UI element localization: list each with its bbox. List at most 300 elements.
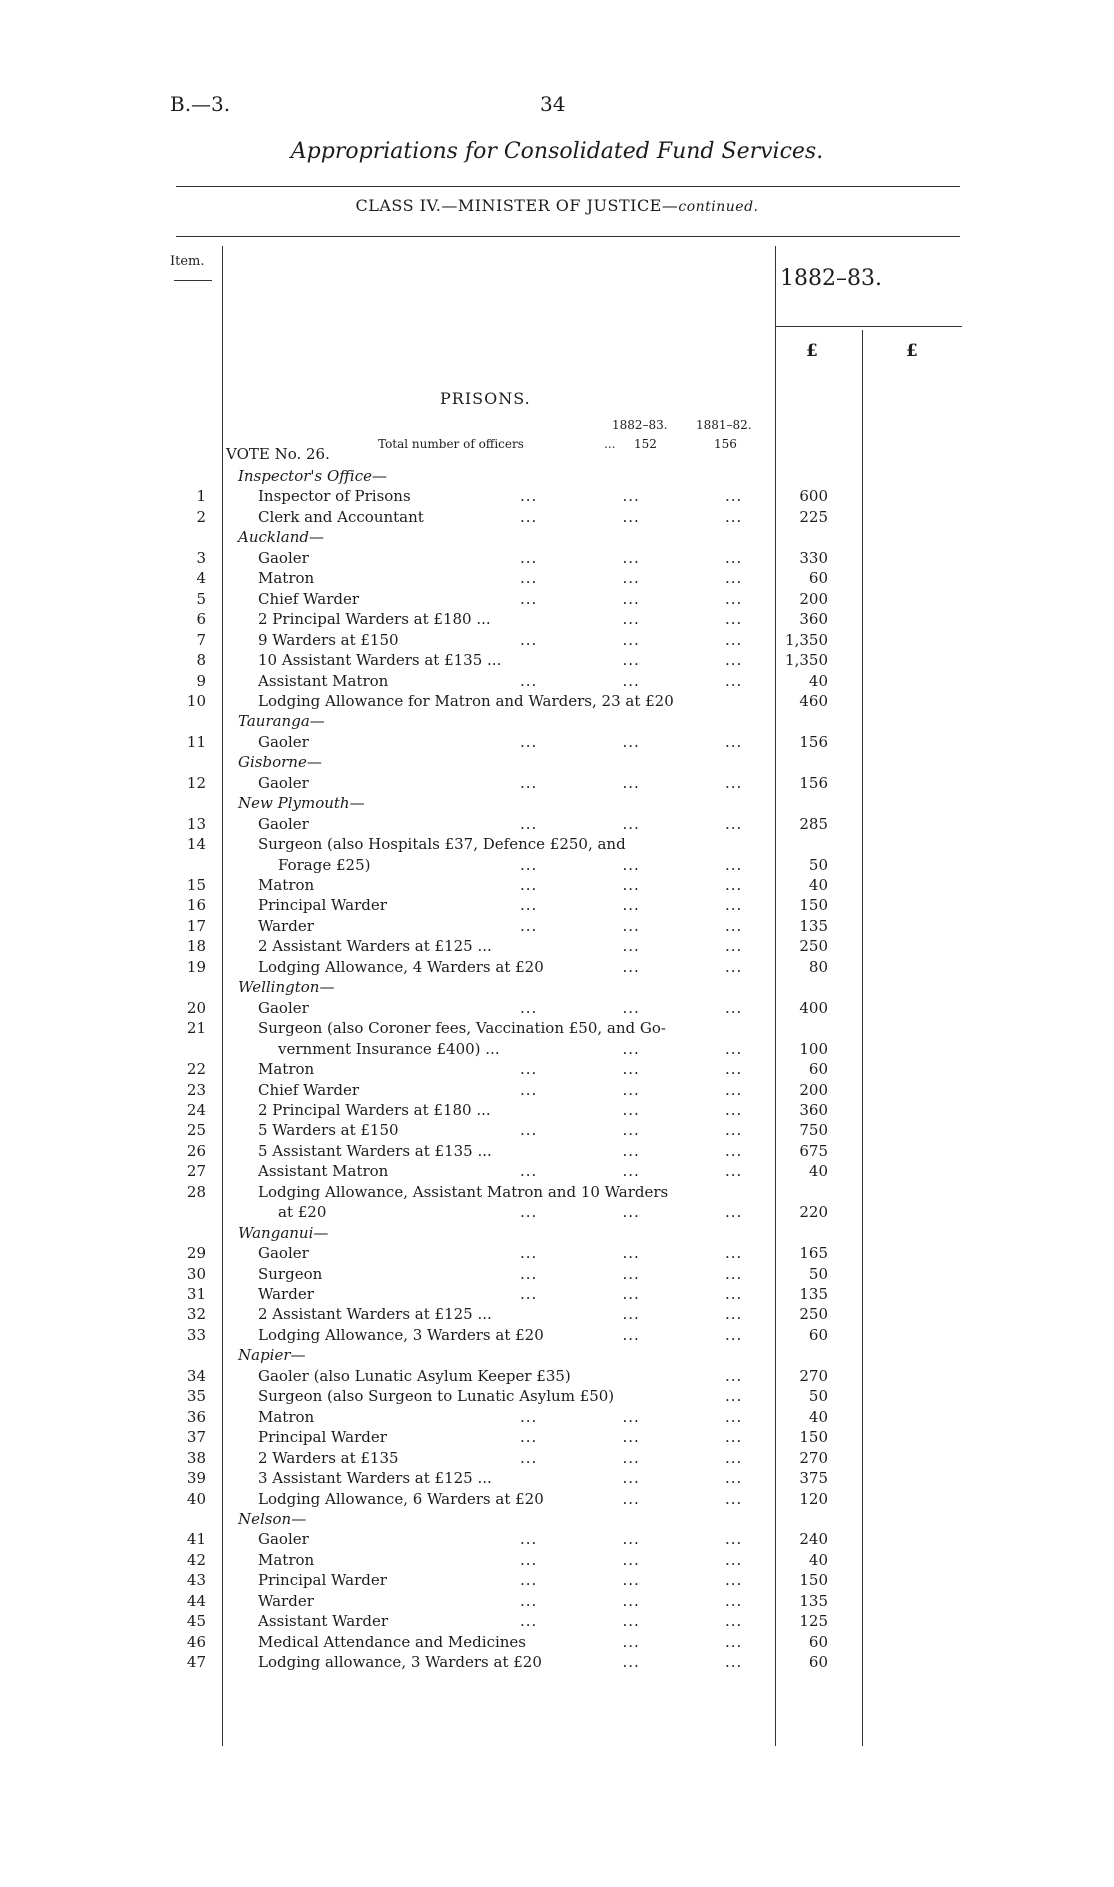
leader-dot-group: ...: [725, 1448, 743, 1467]
amount-value: 250: [799, 1305, 828, 1324]
leader-dot-group: ...: [622, 569, 640, 588]
station-heading: [0, 466, 1114, 486]
amount-value: 125: [799, 1612, 828, 1631]
leader-dot-group: ...: [725, 1264, 743, 1283]
item-number: 7: [196, 630, 206, 649]
leader-dot-group: ...: [725, 1550, 743, 1569]
leader-dots: [520, 875, 745, 895]
table-row: [0, 916, 1114, 936]
leader-dots: [520, 1243, 745, 1263]
table-row: [0, 834, 1114, 854]
item-description: Surgeon (also Surgeon to Lunatic Asylum £50): [258, 1387, 615, 1406]
table-row: [0, 589, 1114, 609]
leader-dots: [520, 1632, 745, 1652]
leader-dot-group: [520, 609, 540, 629]
year-header-rule: [776, 326, 962, 327]
leader-dot-group: ...: [622, 1305, 640, 1324]
leader-dot-group: ...: [622, 1428, 640, 1447]
table-row: [0, 1366, 1114, 1386]
item-description: 10 Assistant Warders at £135 ...: [258, 651, 502, 670]
leader-dot-group: [520, 1304, 540, 1324]
leader-dots: [520, 1039, 745, 1059]
amount-value: 270: [799, 1366, 828, 1385]
station-heading: [0, 1223, 1114, 1243]
leader-dot-group: ...: [520, 998, 538, 1017]
leader-dot-group: ...: [725, 1203, 743, 1222]
leader-dots: [520, 1489, 745, 1509]
leader-dots: [520, 486, 745, 506]
leader-dot-group: ...: [520, 589, 538, 608]
table-row: [0, 1080, 1114, 1100]
leader-dot-group: ...: [725, 1039, 743, 1058]
amount-value: 460: [799, 691, 828, 710]
item-number: 8: [196, 651, 206, 670]
item-description: Assistant Warder: [258, 1612, 389, 1631]
item-description: Gaoler: [258, 814, 309, 833]
leader-dot-group: ...: [725, 671, 743, 690]
leader-dot-group: ...: [622, 1080, 640, 1099]
item-description: vernment Insurance £400) ...: [278, 1039, 500, 1058]
amount-value: 120: [799, 1489, 828, 1508]
class-title: [0, 196, 1114, 215]
leader-dot-group: ...: [725, 1141, 743, 1160]
amount-value: 400: [799, 998, 828, 1017]
item-description: Medical Attendance and Medicines: [258, 1632, 527, 1651]
leader-dot-group: ...: [622, 937, 640, 956]
item-description: at £20: [278, 1203, 327, 1222]
leader-dot-group: ...: [725, 651, 743, 670]
table-row: [0, 1591, 1114, 1611]
leader-dot-group: ...: [725, 814, 743, 833]
amount-value: 156: [799, 773, 828, 792]
station-name: Nelson—: [238, 1509, 307, 1528]
amount-value: 40: [808, 671, 828, 690]
leader-dot-group: [623, 1386, 643, 1406]
leader-dot-group: ...: [622, 1571, 640, 1590]
leader-dot-group: ...: [622, 1162, 640, 1181]
table-row: [0, 957, 1114, 977]
leader-dot-group: ...: [622, 1489, 640, 1508]
leader-dot-group: ...: [725, 589, 743, 608]
leader-dots: [520, 936, 745, 956]
item-number: 17: [186, 916, 206, 935]
amount-value: 330: [799, 548, 828, 567]
station-name: New Plymouth—: [238, 794, 365, 813]
amount-value: 270: [799, 1448, 828, 1467]
table-row: [0, 1611, 1114, 1631]
amount-value: 200: [799, 589, 828, 608]
station-heading: [0, 1345, 1114, 1365]
table-row: [0, 1284, 1114, 1304]
station-name: Wanganui—: [238, 1223, 329, 1242]
amount-value: 50: [808, 1387, 828, 1406]
leader-dot-group: ...: [725, 1469, 743, 1488]
leader-dot-group: ...: [725, 1162, 743, 1181]
item-description: 2 Assistant Warders at £125 ...: [258, 937, 492, 956]
table-row: [0, 691, 1114, 711]
table-row: [0, 1325, 1114, 1345]
item-number: 44: [186, 1591, 206, 1610]
item-description: Lodging Allowance, Assistant Matron and 10 Warders: [258, 1182, 669, 1201]
table-row: [0, 1018, 1114, 1038]
item-description: Principal Warder: [258, 1428, 387, 1447]
leader-dots: [520, 1059, 745, 1079]
item-number: 20: [186, 998, 206, 1017]
leader-dots: [520, 650, 745, 670]
officers-year-2: 1881–82.: [696, 418, 752, 432]
amount-value: 220: [799, 1203, 828, 1222]
leader-dot-group: ...: [725, 1612, 743, 1631]
leader-dots: [520, 1100, 745, 1120]
item-number: 6: [196, 610, 206, 629]
item-number: 45: [186, 1612, 206, 1631]
table-row: [0, 1039, 1114, 1059]
leader-dot-group: ...: [520, 1060, 538, 1079]
item-description: Lodging allowance, 3 Warders at £20: [258, 1653, 542, 1672]
amount-value: 150: [799, 1571, 828, 1590]
leader-dot-group: ...: [725, 1244, 743, 1263]
leader-dot-group: ...: [725, 1366, 743, 1385]
class-title-text: CLASS IV.—MINISTER OF JUSTICE—: [355, 196, 679, 215]
item-number: 15: [186, 876, 206, 894]
item-description: Clerk and Accountant: [258, 507, 424, 526]
item-number: 26: [186, 1141, 206, 1160]
leader-dot-group: ...: [622, 671, 640, 690]
heading-rule: [176, 186, 960, 187]
item-description: Gaoler: [258, 548, 309, 567]
leader-dot-group: ...: [622, 732, 640, 751]
amount-value: 675: [799, 1141, 828, 1160]
station-heading: [0, 1509, 1114, 1529]
leader-dots: [520, 916, 745, 936]
leader-dot-group: ...: [622, 1039, 640, 1058]
table-row: [0, 1264, 1114, 1284]
table-row: [0, 1182, 1114, 1202]
amount-value: 360: [799, 610, 828, 629]
leader-dot-group: ...: [725, 876, 743, 894]
item-description: Warder: [258, 1285, 314, 1303]
leader-dot-group: ...: [520, 630, 538, 649]
officers-count-1: 152: [634, 437, 657, 451]
leader-dots: [520, 1141, 745, 1161]
leader-dot-group: ...: [520, 876, 538, 894]
amount-value: 50: [808, 1264, 828, 1283]
amount-value: 80: [808, 957, 828, 976]
amount-value: 750: [799, 1121, 828, 1140]
leader-dots: [520, 1386, 745, 1406]
item-number: 5: [196, 589, 206, 608]
leader-dot-group: ...: [622, 1591, 640, 1610]
item-header-underline: [174, 280, 212, 281]
table-top-rule: [176, 236, 960, 237]
leader-dot-group: ...: [725, 1428, 743, 1447]
item-number: 10: [186, 691, 206, 710]
leader-dot-group: ...: [622, 1632, 640, 1651]
leader-dots: [520, 1550, 745, 1570]
amount-value: 200: [799, 1080, 828, 1099]
leader-dots: [520, 1325, 745, 1345]
leader-dot-group: ...: [725, 1325, 743, 1344]
leader-dot-group: [520, 1366, 540, 1386]
table-row: [0, 671, 1114, 691]
amount-value: 1,350: [785, 651, 828, 670]
leader-dots: [520, 548, 745, 568]
leader-dot-group: ...: [622, 876, 640, 894]
table-row: [0, 1386, 1114, 1406]
item-description: 2 Assistant Warders at £125 ...: [258, 1305, 492, 1324]
amount-value: 150: [799, 896, 828, 915]
item-number: 12: [186, 773, 206, 792]
leader-dot-group: ...: [622, 589, 640, 608]
leader-dot-group: ...: [622, 814, 640, 833]
item-description: Surgeon: [258, 1264, 323, 1283]
table-row: [0, 486, 1114, 506]
leader-dot-group: ...: [520, 1550, 538, 1569]
leader-dot-group: ...: [725, 548, 743, 567]
item-number: 46: [186, 1632, 206, 1651]
pound-symbol-2: £: [906, 341, 918, 361]
table-row: [0, 1100, 1114, 1120]
item-column-header: Item.: [170, 254, 205, 269]
station-heading: [0, 752, 1114, 772]
leader-dot-group: ...: [725, 1080, 743, 1099]
leader-dot-group: ...: [520, 1448, 538, 1467]
leader-dot-group: ...: [622, 651, 640, 670]
item-number: 25: [186, 1121, 206, 1140]
leader-dots: [520, 1591, 745, 1611]
leader-dot-group: [520, 650, 540, 670]
leader-dot-group: ...: [520, 1591, 538, 1610]
leader-dot-group: ...: [622, 773, 640, 792]
item-number: 34: [186, 1366, 206, 1385]
item-description: 5 Assistant Warders at £135 ...: [258, 1141, 492, 1160]
leader-dot-group: ...: [622, 1060, 640, 1079]
table-row: [0, 1059, 1114, 1079]
leader-dot-group: ...: [520, 1203, 538, 1222]
leader-dot-group: [520, 1632, 540, 1652]
table-row: [0, 1529, 1114, 1549]
leader-dot-group: ...: [622, 1141, 640, 1160]
amount-value: 60: [808, 1060, 828, 1079]
item-number: 1: [196, 487, 206, 506]
leader-dots: [520, 568, 745, 588]
pound-symbol-1: £: [806, 341, 818, 361]
leader-dot-group: ...: [520, 671, 538, 690]
leader-dot-group: ...: [622, 957, 640, 976]
station-name: Wellington—: [238, 978, 335, 997]
leader-dot-group: ...: [725, 1305, 743, 1324]
item-number: 2: [196, 507, 206, 526]
leader-dot-group: [623, 1366, 643, 1386]
table-row: [0, 998, 1114, 1018]
item-description: Lodging Allowance, 3 Warders at £20: [258, 1325, 544, 1344]
item-number: 14: [186, 835, 206, 854]
item-number: 13: [186, 814, 206, 833]
leader-dot-group: ...: [725, 896, 743, 915]
item-description: Gaoler: [258, 732, 309, 751]
leader-dot-group: ...: [520, 1571, 538, 1590]
leader-dot-group: ...: [725, 916, 743, 935]
item-description: Assistant Matron: [258, 1162, 389, 1181]
leader-dot-group: ...: [725, 487, 743, 506]
leader-dots: [520, 814, 745, 834]
leader-dot-group: ...: [622, 1264, 640, 1283]
leader-dot-group: ...: [520, 1080, 538, 1099]
station-heading: [0, 977, 1114, 997]
table-row: [0, 1407, 1114, 1427]
leader-dot-group: [520, 1039, 540, 1059]
officers-label: Total number of officers: [378, 437, 524, 451]
officers-dots: ...: [604, 437, 616, 451]
leader-dots: [520, 671, 745, 691]
table-row: [0, 1570, 1114, 1590]
amount-value: 165: [799, 1244, 828, 1263]
amount-value: 135: [799, 1285, 828, 1303]
leader-dot-group: ...: [725, 610, 743, 629]
leader-dot-group: ...: [622, 1530, 640, 1549]
item-number: 40: [186, 1489, 206, 1508]
item-description: Surgeon (also Coroner fees, Vaccination £50, and Go-: [258, 1019, 666, 1038]
leader-dot-group: ...: [520, 1264, 538, 1283]
leader-dot-group: ...: [725, 998, 743, 1017]
table-row: [0, 650, 1114, 670]
leader-dot-group: ...: [622, 1203, 640, 1222]
table-row: [0, 1427, 1114, 1447]
item-number: 11: [186, 732, 206, 751]
item-description: 3 Assistant Warders at £125 ...: [258, 1469, 492, 1488]
leader-dot-group: ...: [520, 855, 538, 874]
leader-dots: [520, 1468, 745, 1488]
table-row: [0, 1550, 1114, 1570]
leader-dot-group: ...: [520, 1428, 538, 1447]
leader-dots: [520, 1611, 745, 1631]
amount-value: 60: [808, 1653, 828, 1672]
item-number: 42: [186, 1550, 206, 1569]
leader-dot-group: ...: [520, 1612, 538, 1631]
leader-dot-group: ...: [622, 1407, 640, 1426]
table-row: [0, 1141, 1114, 1161]
table-row: [0, 568, 1114, 588]
leader-dot-group: ...: [725, 1407, 743, 1426]
leader-dots: [520, 732, 745, 752]
item-number: 31: [186, 1285, 206, 1303]
table-row: [0, 1489, 1114, 1509]
year-column-header: 1882–83.: [780, 266, 882, 291]
item-number: 24: [186, 1100, 206, 1119]
amount-value: 40: [808, 1550, 828, 1569]
item-description: Lodging Allowance, 4 Warders at £20: [258, 957, 544, 976]
item-description: Matron: [258, 569, 315, 588]
amount-value: 285: [799, 814, 828, 833]
leader-dot-group: ...: [725, 1387, 743, 1406]
item-description: Lodging Allowance, 6 Warders at £20: [258, 1489, 544, 1508]
leader-dot-group: ...: [520, 1285, 538, 1303]
item-number: 38: [186, 1448, 206, 1467]
table-row: [0, 609, 1114, 629]
leader-dots: [520, 1080, 745, 1100]
item-description: Gaoler (also Lunatic Asylum Keeper £35): [258, 1366, 571, 1385]
leader-dot-group: ...: [520, 814, 538, 833]
table-row: [0, 773, 1114, 793]
item-number: 36: [186, 1407, 206, 1426]
table-row: [0, 1448, 1114, 1468]
amount-value: 100: [799, 1039, 828, 1058]
leader-dots: [520, 773, 745, 793]
amount-value: 40: [808, 1407, 828, 1426]
leader-dot-group: ...: [520, 896, 538, 915]
leader-dots: [520, 630, 745, 650]
leader-dot-group: ...: [520, 1162, 538, 1181]
leader-dot-group: ...: [622, 1612, 640, 1631]
station-name: Tauranga—: [238, 712, 325, 731]
leader-dots: [520, 609, 745, 629]
item-number: 29: [186, 1244, 206, 1263]
item-description: Gaoler: [258, 773, 309, 792]
leader-dot-group: ...: [520, 916, 538, 935]
item-description: Warder: [258, 1591, 314, 1610]
leader-dot-group: ...: [725, 569, 743, 588]
leader-dot-group: ...: [622, 507, 640, 526]
leader-dots: [520, 1202, 745, 1222]
leader-dot-group: [520, 936, 540, 956]
leader-dot-group: [520, 1468, 540, 1488]
leader-dot-group: ...: [622, 1325, 640, 1344]
leader-dot-group: ...: [520, 1244, 538, 1263]
leader-dot-group: [520, 1100, 540, 1120]
item-number: 9: [196, 671, 206, 690]
item-description: Principal Warder: [258, 1571, 387, 1590]
item-description: Gaoler: [258, 1244, 309, 1263]
amount-value: 156: [799, 732, 828, 751]
station-name: Gisborne—: [238, 753, 322, 772]
leader-dot-group: [520, 1141, 540, 1161]
leader-dot-group: [520, 957, 540, 977]
table-row: [0, 895, 1114, 915]
leader-dots: [520, 1366, 745, 1386]
item-number: 35: [186, 1387, 206, 1406]
leader-dot-group: ...: [725, 1121, 743, 1140]
leader-dot-group: ...: [725, 1100, 743, 1119]
leader-dot-group: ...: [725, 1489, 743, 1508]
item-description: Warder: [258, 916, 314, 935]
leader-dot-group: ...: [622, 610, 640, 629]
item-number: 3: [196, 548, 206, 567]
item-number: 30: [186, 1264, 206, 1283]
station-heading: [0, 793, 1114, 813]
item-description: Principal Warder: [258, 896, 387, 915]
amount-value: 225: [799, 507, 828, 526]
item-number: 19: [186, 957, 206, 976]
table-row: [0, 855, 1114, 875]
leader-dot-group: ...: [622, 1448, 640, 1467]
item-description: Chief Warder: [258, 589, 360, 608]
table-row: [0, 1468, 1114, 1488]
officers-count-2: 156: [714, 437, 737, 451]
leader-dot-group: ...: [725, 957, 743, 976]
page-number: 34: [540, 92, 566, 116]
amount-value: 40: [808, 876, 828, 894]
leader-dots: [520, 1427, 745, 1447]
leader-dots: [520, 1161, 745, 1181]
item-number: 39: [186, 1469, 206, 1488]
item-description: Gaoler: [258, 1530, 309, 1549]
leader-dot-group: ...: [622, 1469, 640, 1488]
leader-dot-group: [520, 1489, 540, 1509]
item-number: 23: [186, 1080, 206, 1099]
leader-dot-group: ...: [622, 1653, 640, 1672]
leader-dots: [520, 1448, 745, 1468]
officers-year-1: 1882–83.: [612, 418, 668, 432]
